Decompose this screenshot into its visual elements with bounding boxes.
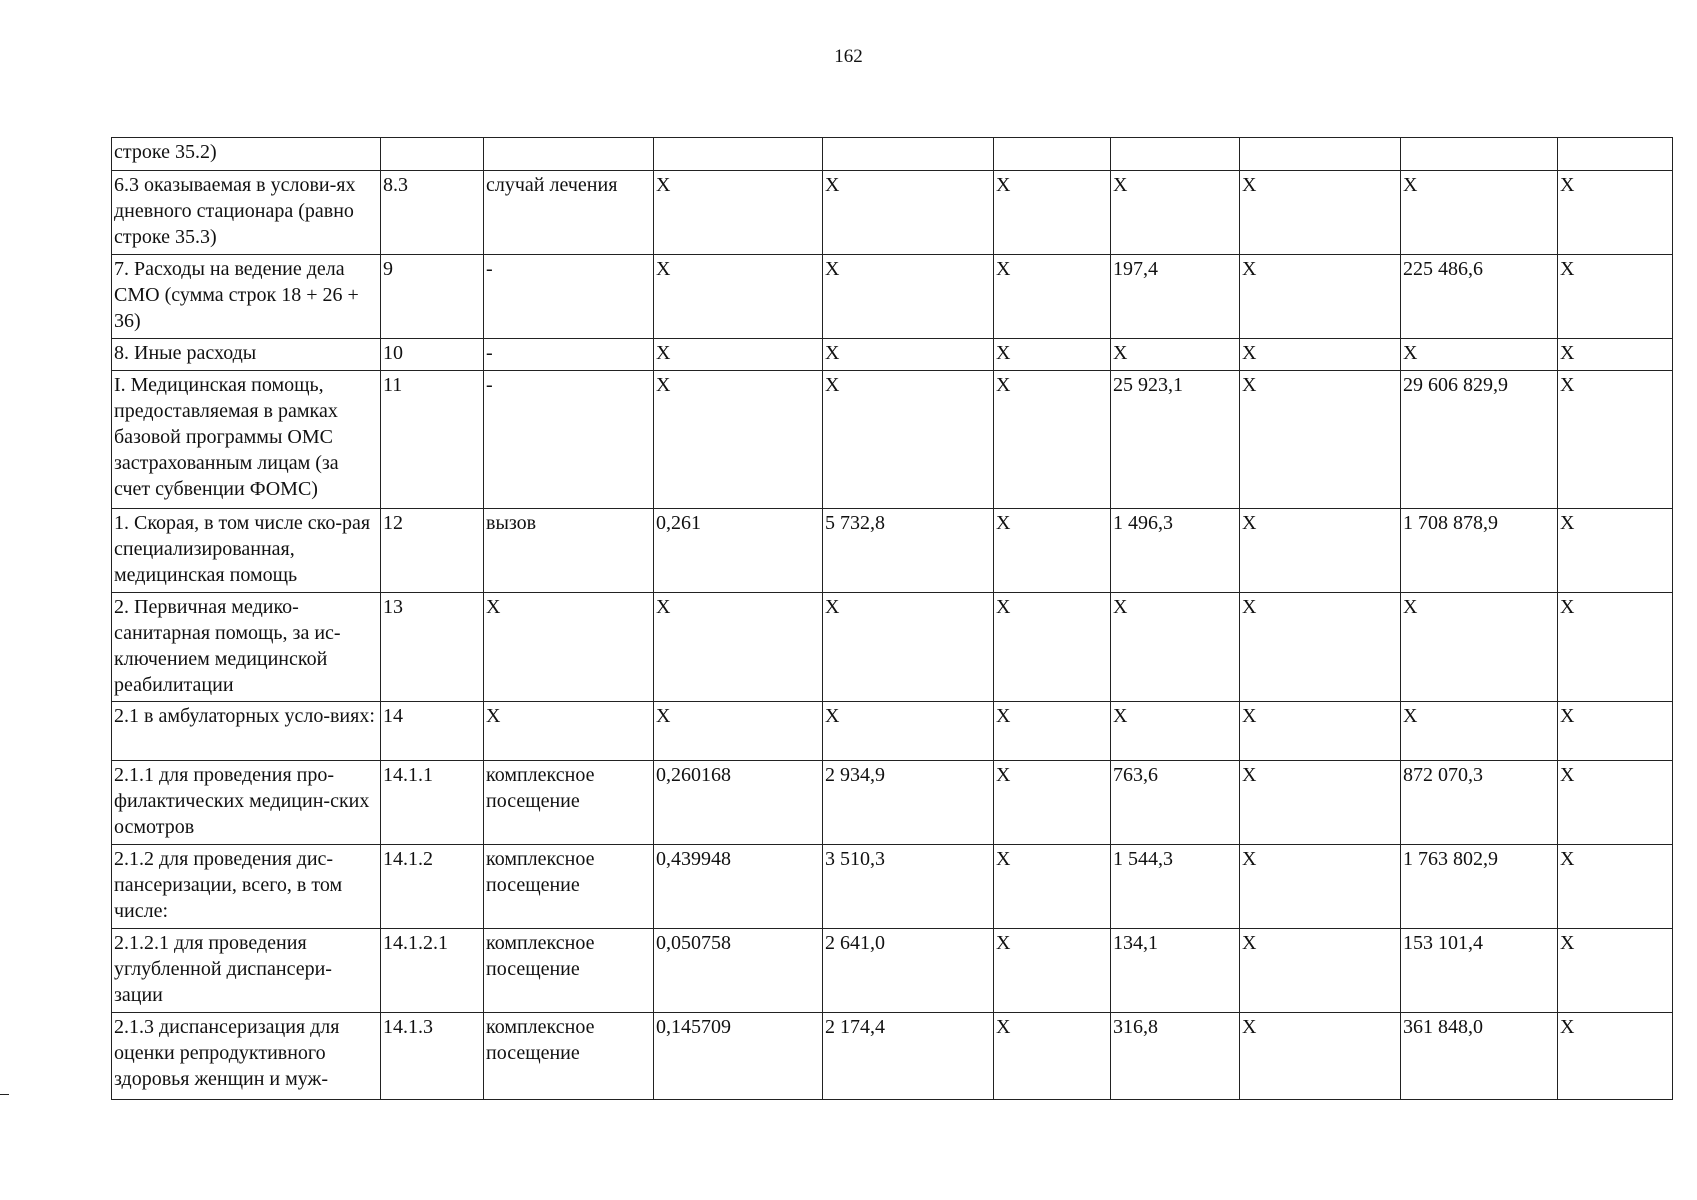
cell-per-capita-oms: 1 544,3 — [1111, 845, 1240, 929]
table-row — [112, 509, 1673, 593]
cell-row-number: 10 — [381, 339, 484, 371]
cell-percent: X — [1558, 171, 1673, 255]
cell-row-number: 14.1.2 — [381, 845, 484, 929]
cell-per-capita-budget: X — [994, 1013, 1111, 1100]
cell-amount-budget: X — [1240, 845, 1401, 929]
cell-per-capita-oms — [1111, 138, 1240, 171]
cell-indicator-name: 2.1.2.1 для проведения углубленной диспансери-зации — [112, 929, 381, 1013]
cell-per-capita-budget: X — [994, 255, 1111, 339]
table-row — [112, 845, 1673, 929]
cell-per-capita-budget: X — [994, 593, 1111, 702]
cell-percent: X — [1558, 255, 1673, 339]
cell-per-capita-budget: X — [994, 845, 1111, 929]
cell-cost-norm: X — [823, 702, 994, 761]
cell-amount-oms: 29 606 829,9 — [1401, 371, 1558, 509]
cell-per-capita-oms: 763,6 — [1111, 761, 1240, 845]
cell-unit: - — [484, 339, 654, 371]
cell-per-capita-oms: X — [1111, 171, 1240, 255]
cell-amount-oms: 1 763 802,9 — [1401, 845, 1558, 929]
cell-cost-norm: 5 732,8 — [823, 509, 994, 593]
cell-indicator-name: 1. Скорая, в том числе ско-рая специализированная, медицинская помощь — [112, 509, 381, 593]
cell-percent: X — [1558, 845, 1673, 929]
cell-unit: вызов — [484, 509, 654, 593]
cell-percent: X — [1558, 593, 1673, 702]
table-row — [112, 761, 1673, 845]
cell-unit: X — [484, 702, 654, 761]
cell-amount-oms: X — [1401, 593, 1558, 702]
cell-amount-oms: 153 101,4 — [1401, 929, 1558, 1013]
cell-percent: X — [1558, 1013, 1673, 1100]
cell-cost-norm: 2 174,4 — [823, 1013, 994, 1100]
cell-volume-norm: 0,439948 — [654, 845, 823, 929]
cell-percent: X — [1558, 339, 1673, 371]
cell-per-capita-budget: X — [994, 702, 1111, 761]
cell-indicator-name: 2.1.2 для проведения дис-пансеризации, всего, в том числе: — [112, 845, 381, 929]
cell-volume-norm: X — [654, 339, 823, 371]
cell-row-number: 9 — [381, 255, 484, 339]
cell-unit: - — [484, 371, 654, 509]
cell-indicator-name: 2. Первичная медико-санитарная помощь, за ис-ключением медицинской реабилитации — [112, 593, 381, 702]
cell-row-number: 11 — [381, 371, 484, 509]
cell-percent — [1558, 138, 1673, 171]
cell-row-number: 14.1.1 — [381, 761, 484, 845]
cell-indicator-name: 2.1 в амбулаторных усло-виях: — [112, 702, 381, 761]
cell-volume-norm: X — [654, 371, 823, 509]
cell-indicator-name: 7. Расходы на ведение дела СМО (сумма строк 18 + 26 + 36) — [112, 255, 381, 339]
cell-volume-norm: 0,261 — [654, 509, 823, 593]
cell-amount-oms — [1401, 138, 1558, 171]
cell-per-capita-budget: X — [994, 171, 1111, 255]
cell-per-capita-oms: 25 923,1 — [1111, 371, 1240, 509]
cell-amount-budget: X — [1240, 593, 1401, 702]
cell-cost-norm: 2 934,9 — [823, 761, 994, 845]
cell-volume-norm: 0,050758 — [654, 929, 823, 1013]
cell-per-capita-budget: X — [994, 929, 1111, 1013]
cell-amount-budget — [1240, 138, 1401, 171]
cell-cost-norm — [823, 138, 994, 171]
table-row — [112, 1013, 1673, 1100]
cell-amount-budget: X — [1240, 1013, 1401, 1100]
cell-amount-oms: 1 708 878,9 — [1401, 509, 1558, 593]
cell-row-number: 8.3 — [381, 171, 484, 255]
cell-per-capita-oms: X — [1111, 593, 1240, 702]
cell-percent: X — [1558, 509, 1673, 593]
cell-amount-oms: X — [1401, 339, 1558, 371]
cell-volume-norm: X — [654, 171, 823, 255]
cell-amount-budget: X — [1240, 761, 1401, 845]
cell-indicator-name: 6.3 оказываемая в услови-ях дневного стационара (равно строке 35.3) — [112, 171, 381, 255]
table-row — [112, 255, 1673, 339]
cell-per-capita-oms: 134,1 — [1111, 929, 1240, 1013]
cell-amount-oms: 361 848,0 — [1401, 1013, 1558, 1100]
cell-row-number: 14 — [381, 702, 484, 761]
cell-volume-norm: X — [654, 255, 823, 339]
cell-indicator-name: 2.1.3 диспансеризация для оценки репродуктивного здоровья женщин и муж- — [112, 1013, 381, 1100]
cell-amount-budget: X — [1240, 929, 1401, 1013]
cell-volume-norm — [654, 138, 823, 171]
cell-volume-norm: X — [654, 702, 823, 761]
table-row — [112, 929, 1673, 1013]
cell-amount-oms: X — [1401, 702, 1558, 761]
cell-amount-budget: X — [1240, 339, 1401, 371]
scan-edge-mark — [0, 1094, 9, 1095]
cell-volume-norm: 0,260168 — [654, 761, 823, 845]
cell-percent: X — [1558, 929, 1673, 1013]
cell-amount-budget: X — [1240, 702, 1401, 761]
cell-per-capita-oms: X — [1111, 702, 1240, 761]
table-row — [112, 339, 1673, 371]
cell-amount-budget: X — [1240, 171, 1401, 255]
cell-unit — [484, 138, 654, 171]
cell-amount-budget: X — [1240, 371, 1401, 509]
page-number: 162 — [834, 46, 863, 67]
table-row — [112, 702, 1673, 761]
cell-amount-budget: X — [1240, 509, 1401, 593]
cell-cost-norm: 3 510,3 — [823, 845, 994, 929]
table-row — [112, 371, 1673, 509]
cell-percent: X — [1558, 702, 1673, 761]
cell-amount-oms: X — [1401, 171, 1558, 255]
cell-cost-norm: 2 641,0 — [823, 929, 994, 1013]
cell-percent: X — [1558, 371, 1673, 509]
data-table — [111, 137, 1673, 1100]
cell-per-capita-budget: X — [994, 761, 1111, 845]
cell-row-number: 12 — [381, 509, 484, 593]
cell-row-number: 13 — [381, 593, 484, 702]
cell-amount-budget: X — [1240, 255, 1401, 339]
cell-per-capita-budget: X — [994, 509, 1111, 593]
cell-unit: - — [484, 255, 654, 339]
cell-volume-norm: 0,145709 — [654, 1013, 823, 1100]
cell-percent: X — [1558, 761, 1673, 845]
cell-cost-norm: X — [823, 255, 994, 339]
cell-unit: комплексное посещение — [484, 845, 654, 929]
cell-per-capita-budget — [994, 138, 1111, 171]
cell-unit: комплексное посещение — [484, 929, 654, 1013]
cell-unit: комплексное посещение — [484, 761, 654, 845]
cell-per-capita-oms: 1 496,3 — [1111, 509, 1240, 593]
cell-indicator-name: 2.1.1 для проведения про-филактических медицин-ских осмотров — [112, 761, 381, 845]
cell-indicator-name: I. Медицинская помощь, предоставляемая в рамках базовой программы ОМС застрахованным лицам (за счет субвенции ФОМС) — [112, 371, 381, 509]
cell-per-capita-oms: X — [1111, 339, 1240, 371]
cell-per-capita-budget: X — [994, 339, 1111, 371]
cell-amount-oms: 872 070,3 — [1401, 761, 1558, 845]
cell-volume-norm: X — [654, 593, 823, 702]
cell-per-capita-budget: X — [994, 371, 1111, 509]
cell-row-number — [381, 138, 484, 171]
cell-per-capita-oms: 197,4 — [1111, 255, 1240, 339]
cell-unit: случай лечения — [484, 171, 654, 255]
cell-cost-norm: X — [823, 593, 994, 702]
cell-row-number: 14.1.2.1 — [381, 929, 484, 1013]
cell-unit: X — [484, 593, 654, 702]
cell-row-number: 14.1.3 — [381, 1013, 484, 1100]
cell-cost-norm: X — [823, 339, 994, 371]
table-row — [112, 171, 1673, 255]
cell-cost-norm: X — [823, 171, 994, 255]
cell-amount-oms: 225 486,6 — [1401, 255, 1558, 339]
cell-cost-norm: X — [823, 371, 994, 509]
cell-unit: комплексное посещение — [484, 1013, 654, 1100]
cell-per-capita-oms: 316,8 — [1111, 1013, 1240, 1100]
cell-indicator-name: строке 35.2) — [112, 138, 381, 171]
table-row — [112, 138, 1673, 171]
cell-indicator-name: 8. Иные расходы — [112, 339, 381, 371]
table-row — [112, 593, 1673, 702]
